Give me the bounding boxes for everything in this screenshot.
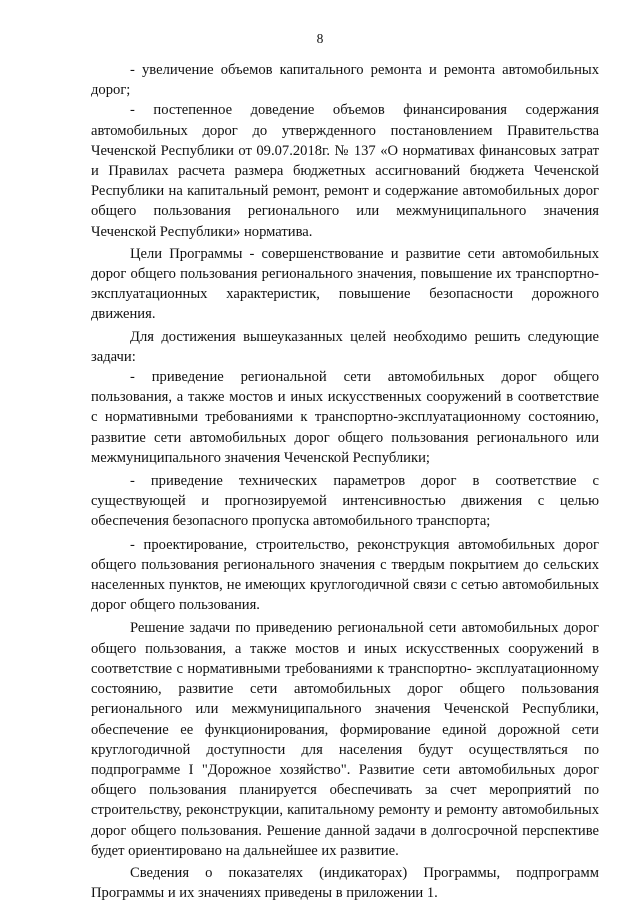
paragraph: Решение задачи по приведению региональной сети автомобильных дорог общего пользования, а также мостов и иных искусственных сооружений в соответствие с нормативными требованиями к транспортно- эксплуатационному состоянию, развитие сети автомобильных дорог общего пользования регионального или межмуниципального значения Чеченской Республики, обеспечение ее функционирования, формирование единой дорожной сети круглогодичной доступности для населения будут осуществляться по подпрограмме I "Дорожное хозяйство". Развитие сети автомобильных дорог общего пользования планируется обеспечивать за счет мероприятий по строительству, реконструкции, капитальному ремонту и ремонту автомобильных дорог общего пользования. Решение данной задачи в долгосрочной перспективе будет ориентировано на дальнейшее их развитие. <box>91 620 599 859</box>
paragraph: - увеличение объемов капитального ремонта и ремонта автомобильных дорог; <box>91 62 599 99</box>
paragraph: Сведения о показателях (индикаторах) Программы, подпрограмм Программы и их значениях приведены в приложении 1. <box>91 864 599 902</box>
paragraph: - приведение региональной сети автомобильных дорог общего пользования, а также мостов и иных искусственных сооружений в соответствие с нормативными требованиями к транспортно-эксплуатационному состоянию, развитие сети автомобильных дорог общего пользования регионального или межмуниципального значения Чеченской Республики; <box>91 369 599 466</box>
page-number: 8 <box>316 31 324 46</box>
paragraph: - приведение технических параметров дорог в соответствие с существующей и прогнозируемой интенсивностью движения с целью обеспечения безопасного пропуска автомобильного транспорта; <box>91 473 599 530</box>
paragraph: Для достижения вышеуказанных целей необходимо решить следующие задачи: <box>91 328 599 365</box>
paragraph: Цели Программы - совершенствование и развитие сети автомобильных дорог общего пользования регионального значения, повышение их транспортно-эксплуатационных характеристик, повышение безопасности дорожного движения. <box>91 245 599 323</box>
paragraph: - постепенное доведение объемов финансирования содержания автомобильных дорог до утвержденного постановлением Правительства Чеченской Республики от 09.07.2018г. № 137 «О нормативах финансовых затрат и Правилах расчета размера бюджетных ассигнований бюджета Чеченской Республики на капитальный ремонт, ремонт и содержание автомобильных дорог общего пользования регионального или межмуниципального значения Чеченской Республики» норматива. <box>91 102 599 240</box>
paragraph: - проектирование, строительство, реконструкция автомобильных дорог общего пользования регионального значения с твердым покрытием до сельских населенных пунктов, не имеющих круглогодичной связи с сетью автомобильных дорог общего пользования. <box>91 536 599 614</box>
body-text <box>91 60 599 903</box>
